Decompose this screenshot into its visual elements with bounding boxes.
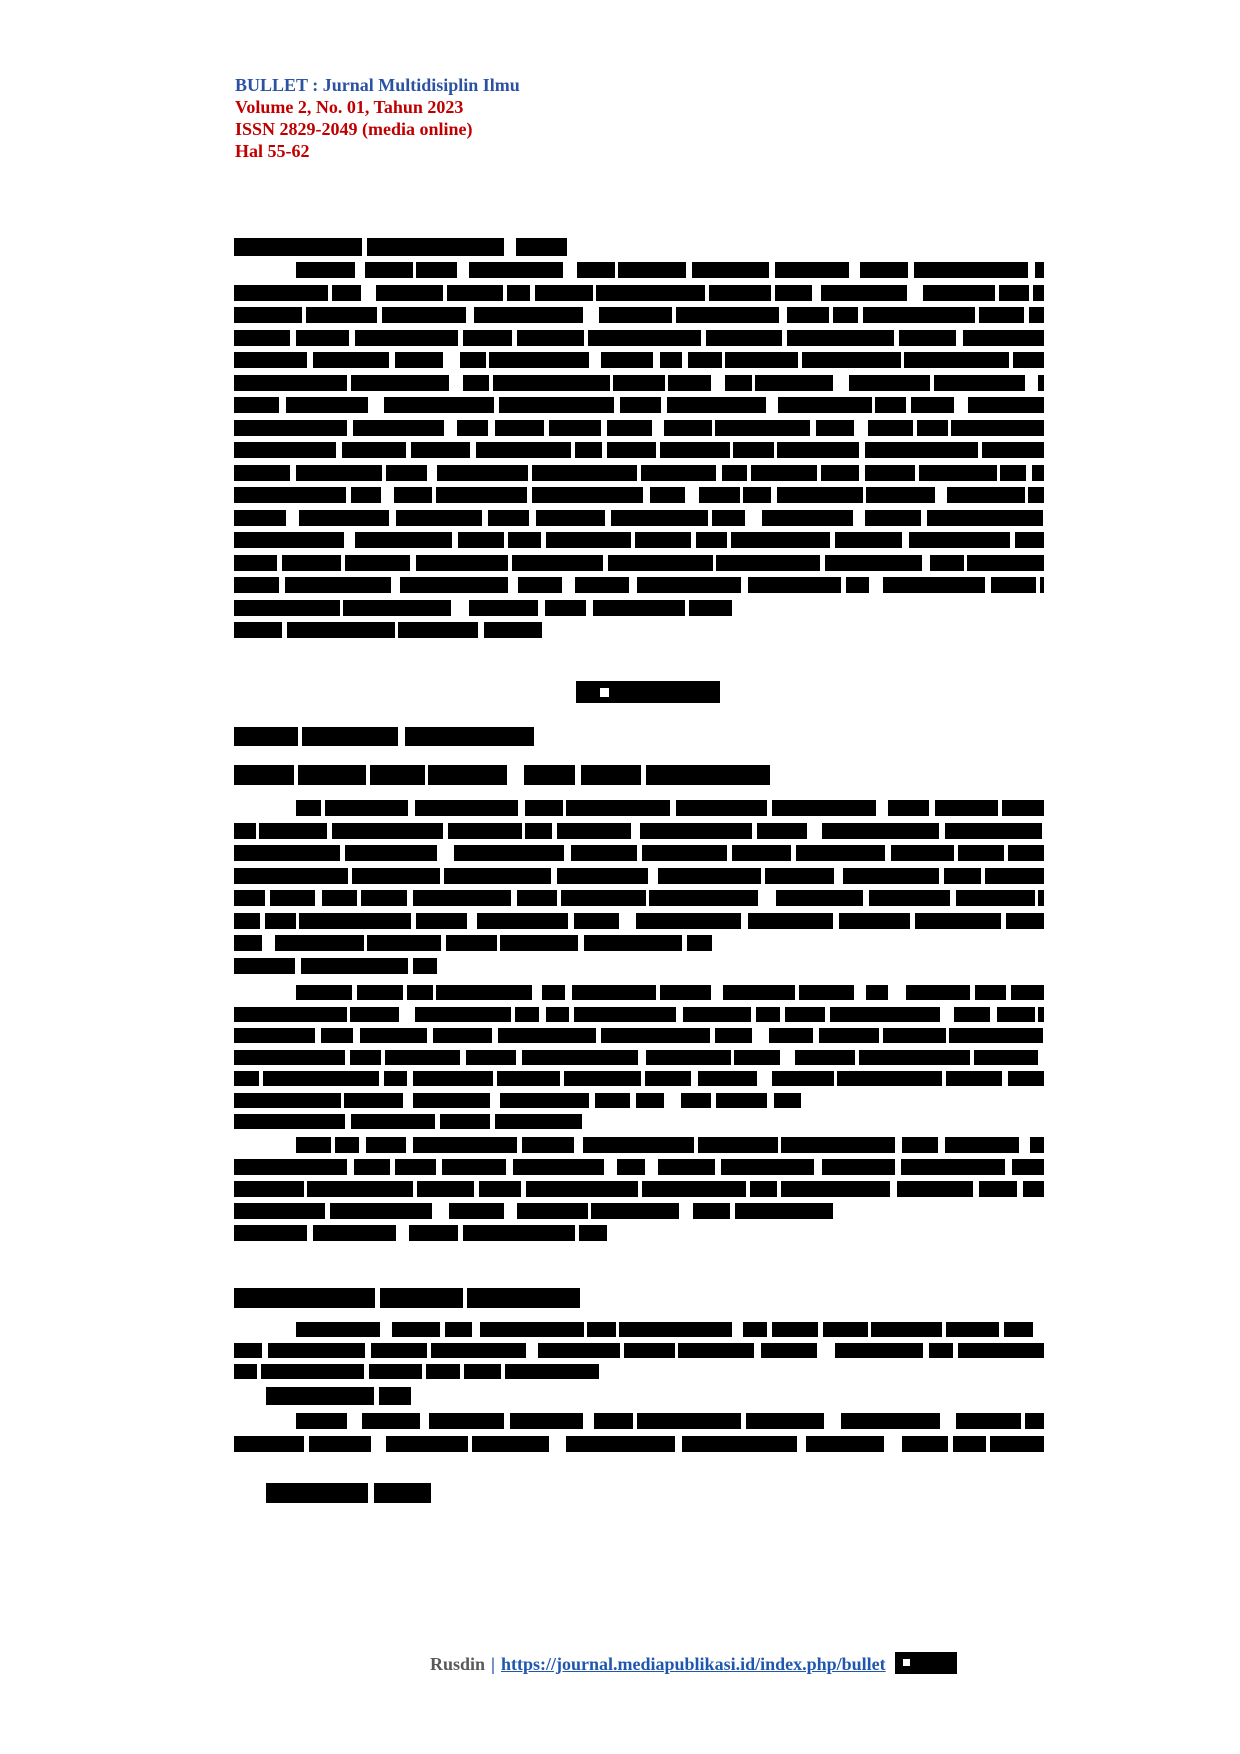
redacted-line <box>234 1050 1044 1065</box>
redacted-list-item-2 <box>266 1483 431 1503</box>
journal-issn-line: ISSN 2829-2049 (media online) <box>235 119 473 139</box>
redacted-line <box>234 913 1044 929</box>
redacted-line <box>296 1137 1044 1153</box>
redacted-subsection-heading-a <box>234 765 770 785</box>
redacted-line <box>266 1387 411 1405</box>
redacted-line <box>296 800 1044 816</box>
article-body <box>234 0 1044 1754</box>
redacted-line <box>234 765 770 785</box>
redacted-line <box>234 510 1044 526</box>
redacted-line <box>296 262 1044 278</box>
redacted-paragraph-2 <box>234 800 1044 980</box>
redacted-line <box>234 958 437 974</box>
redacted-line <box>234 935 712 951</box>
redacted-line <box>234 330 1044 346</box>
redacted-line <box>234 420 1044 436</box>
redacted-line <box>234 375 1044 391</box>
redacted-line <box>234 487 1044 503</box>
footer-author: Rusdin <box>430 1654 486 1674</box>
redacted-line <box>234 555 1044 571</box>
redacted-list-item-1 <box>266 1387 411 1405</box>
redacted-line <box>266 1483 431 1503</box>
redacted-line <box>234 285 1044 301</box>
redacted-line <box>234 1364 599 1379</box>
redacted-line <box>234 1181 1044 1197</box>
journal-volume-line: Volume 2, No. 01, Tahun 2023 <box>235 97 464 117</box>
redacted-line <box>234 532 1044 548</box>
page-footer <box>430 1652 957 1676</box>
redacted-line <box>234 1114 582 1129</box>
redaction-notch <box>600 688 609 697</box>
redacted-line <box>234 1071 1044 1086</box>
redacted-line <box>234 868 1044 884</box>
redacted-line <box>234 442 1044 458</box>
redacted-line <box>234 1436 1044 1452</box>
redacted-line <box>234 890 1044 906</box>
redacted-line <box>296 1413 1044 1429</box>
redacted-line <box>234 352 1044 368</box>
footer-page-redacted-block <box>895 1652 957 1674</box>
redacted-line <box>296 985 1044 1000</box>
redacted-paragraph-5 <box>234 1322 1044 1385</box>
redacted-line <box>296 1322 1044 1337</box>
redacted-subsection-heading-b <box>234 1288 580 1308</box>
journal-pages-line: Hal 55-62 <box>235 141 310 161</box>
redacted-line <box>234 307 1044 323</box>
redacted-line <box>234 465 1044 481</box>
redacted-paragraph-4 <box>234 1137 1044 1247</box>
footer-journal-link[interactable]: https://journal.mediapublikasi.id/index.php/bullet <box>501 1654 886 1674</box>
redacted-line <box>234 1093 801 1108</box>
redacted-line <box>234 600 736 616</box>
redacted-line <box>234 622 542 638</box>
redacted-line <box>234 1225 607 1241</box>
redacted-line <box>234 1028 1044 1043</box>
redacted-line <box>234 727 534 746</box>
redacted-line <box>234 1159 1044 1175</box>
redacted-section-heading-2 <box>234 727 534 746</box>
redacted-section-heading-1 <box>234 238 567 256</box>
redacted-paragraph-1 <box>234 262 1044 645</box>
footer-separator: | <box>491 1654 496 1674</box>
journal-title: BULLET : Jurnal Multidisiplin Ilmu <box>235 75 520 95</box>
redacted-line <box>234 845 1044 861</box>
redacted-line <box>234 577 1044 593</box>
redacted-line <box>234 1007 1044 1022</box>
redacted-paragraph-3 <box>234 985 1044 1136</box>
redacted-line <box>234 1203 833 1219</box>
redacted-line <box>234 823 1044 839</box>
redacted-paragraph-6 <box>234 1413 1044 1459</box>
redacted-line <box>234 397 1044 413</box>
redaction-notch <box>903 1659 910 1666</box>
redacted-line <box>234 1343 1044 1358</box>
redacted-center-heading <box>576 681 720 703</box>
redacted-line <box>234 1288 580 1308</box>
redacted-line <box>234 238 567 256</box>
